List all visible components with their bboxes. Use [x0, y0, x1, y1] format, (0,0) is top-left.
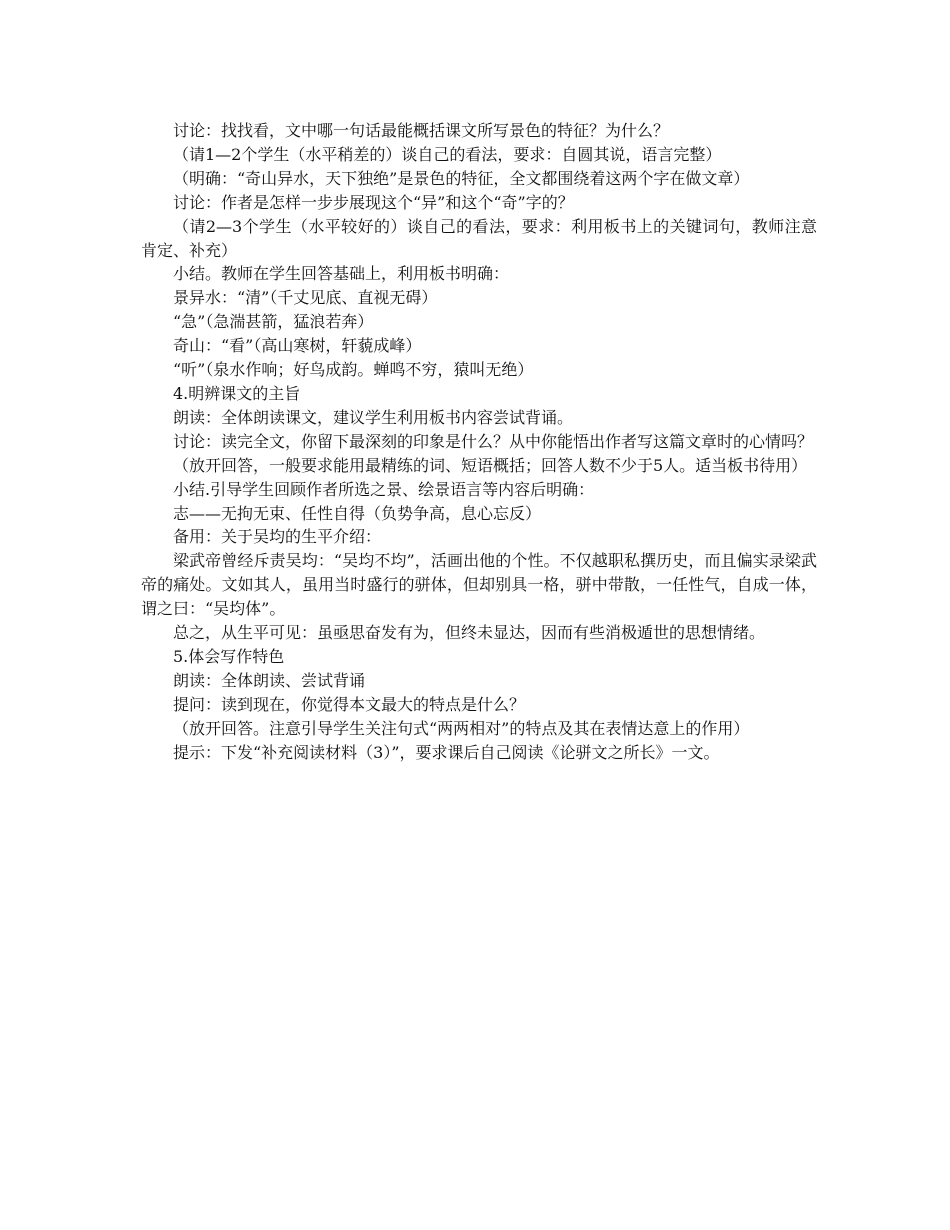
paragraph-reading-2: 朗读：全体朗读、尝试背诵	[173, 670, 366, 690]
paragraph-aspiration: 志——无拘无束、任性自得（负势争高，息心忘反）	[173, 503, 542, 523]
paragraph-question: 提问：读到现在，你觉得本文最大的特点是什么？	[173, 694, 526, 714]
section-heading-4: 4.明辨课文的主旨	[173, 383, 301, 403]
paragraph-instruction-1: （请1—2个学生（水平稍差的）谈自己的看法，要求：自圆其说，语言完整）	[173, 144, 722, 164]
paragraph-conclusion: 总之，从生平可见：虽亟思奋发有为，但终未显达，因而有些消极遁世的思想情绪。	[173, 623, 766, 643]
paragraph-discussion-3: 讨论：读完全文，你留下最深刻的印象是什么？从中你能悟出作者写这篇文章时的心情吗？	[173, 431, 814, 451]
paragraph-water-swift: “急”（急湍甚箭，猛浪若奔）	[173, 312, 374, 332]
paragraph-summary-1: 小结。教师在学生回答基础上，利用板书明确：	[173, 264, 510, 284]
paragraph-backup: 备用：关于吴均的生平介绍：	[173, 527, 382, 547]
paragraph-reading-1: 朗读：全体朗读课文，建议学生利用板书内容尝试背诵。	[173, 407, 574, 427]
paragraph-instruction-3: （放开回答，一般要求能用最精练的词、短语概括；回答人数不少于5人。适当板书待用）	[173, 455, 808, 475]
paragraph-mountain-see: 奇山：“看”（高山寒树，轩藐成峰）	[173, 336, 422, 356]
document-body	[141, 119, 817, 764]
paragraph-discussion-2: 讨论：作者是怎样一步步展现这个“异”和这个“奇”字的？	[173, 192, 574, 212]
paragraph-instruction-4: （放开回答。注意引导学生关注句式“两两相对”的特点及其在表情达意上的作用）	[173, 718, 750, 738]
paragraph-mountain-hear: “听”（泉水作响；好鸟成韵。蝉鸣不穷，猿叫无绝）	[173, 360, 534, 380]
section-heading-5: 5.体会写作特色	[173, 646, 285, 666]
paragraph-water-clear: 景异水：“清”（千丈见底、直视无碍）	[173, 288, 438, 308]
paragraph-discussion-1: 讨论：找找看，文中哪一句话最能概括课文所写景色的特征？为什么？	[173, 121, 670, 140]
paragraph-biography: 梁武帝曾经斥责吴均：“吴均不均”，活画出他的个性。不仅越职私撰历史，而且偏实录梁武帝的痛处。文如其人，虽用当时盛行的骈体，但却别具一格，骈中带散，一任性气，自成一体，谓之曰：“吴均体”。	[141, 551, 817, 619]
paragraph-summary-2: 小结.引导学生回顾作者所选之景、绘景语言等内容后明确：	[173, 479, 595, 499]
paragraph-instruction-2: （请2—3个学生（水平较好的）谈自己的看法，要求：利用板书上的关键词句，教师注意肯定、补充）	[141, 216, 817, 260]
paragraph-clarify-1: （明确：“奇山异水，天下独绝”是景色的特征，全文都围绕着这两个字在做文章）	[173, 168, 750, 188]
paragraph-hint: 提示：下发“补充阅读材料（3）”，要求课后自己阅读《论骈文之所长》一文。	[173, 742, 720, 762]
